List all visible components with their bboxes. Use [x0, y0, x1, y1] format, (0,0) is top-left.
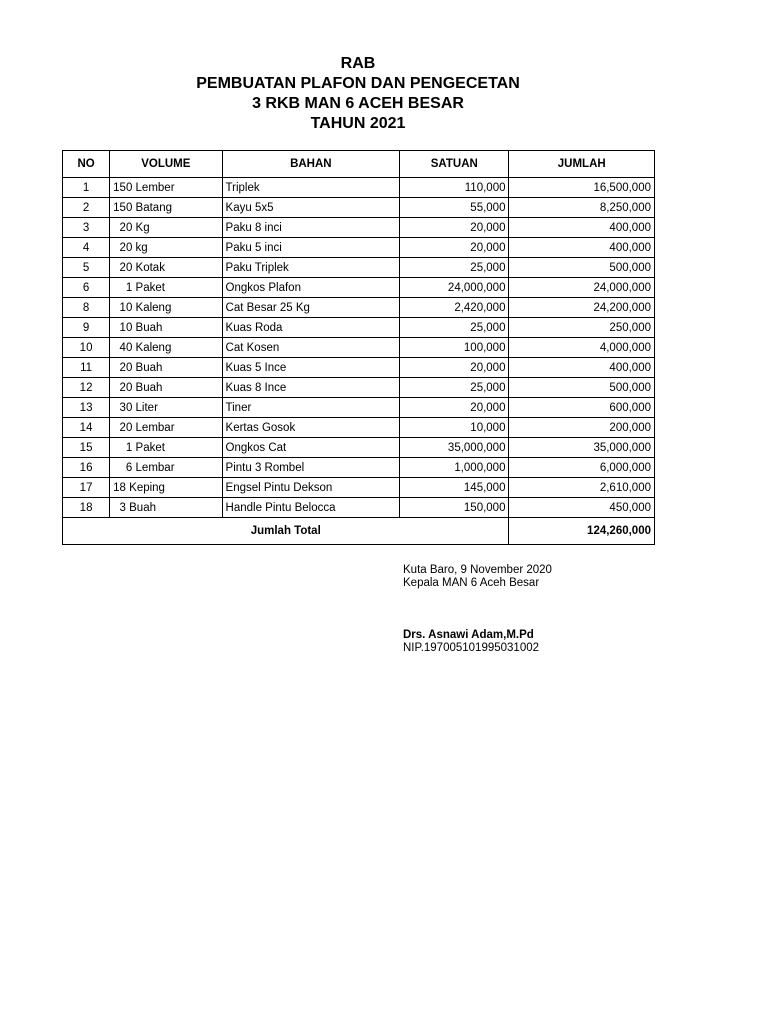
cell-satuan: 25,000: [400, 318, 509, 338]
cell-no: 1: [63, 178, 110, 198]
cell-jumlah: 250,000: [509, 318, 655, 338]
cell-volume: 1 Paket: [110, 438, 222, 458]
cell-satuan: 24,000,000: [400, 278, 509, 298]
title-line-project: PEMBUATAN PLAFON DAN PENGECETAN: [196, 75, 520, 92]
cell-bahan: Ongkos Plafon: [222, 278, 400, 298]
document-title: [0, 54, 716, 134]
cell-satuan: 20,000: [400, 218, 509, 238]
cell-volume: 30 Liter: [110, 398, 222, 418]
table-row: [63, 178, 655, 198]
title-line-location: 3 RKB MAN 6 ACEH BESAR: [252, 95, 464, 112]
table-row: [63, 338, 655, 358]
cell-no: 6: [63, 278, 110, 298]
cell-no: 2: [63, 198, 110, 218]
cell-bahan: Paku 8 inci: [222, 218, 400, 238]
cell-volume: 18 Keping: [110, 478, 222, 498]
cell-volume: 3 Buah: [110, 498, 222, 518]
cell-no: 5: [63, 258, 110, 278]
cell-jumlah: 400,000: [509, 238, 655, 258]
total-label: Jumlah Total: [63, 518, 509, 545]
cell-no: 18: [63, 498, 110, 518]
cell-volume: 20 kg: [110, 238, 222, 258]
cell-jumlah: 4,000,000: [509, 338, 655, 358]
cell-volume: 40 Kaleng: [110, 338, 222, 358]
header-volume: VOLUME: [110, 151, 222, 178]
cell-jumlah: 24,000,000: [509, 278, 655, 298]
signature-nip: NIP.197005101995031002: [403, 642, 540, 654]
cell-satuan: 1,000,000: [400, 458, 509, 478]
cell-bahan: Pintu 3 Rombel: [222, 458, 400, 478]
cell-volume: 10 Kaleng: [110, 298, 222, 318]
table-row: [63, 318, 655, 338]
cell-satuan: 20,000: [400, 398, 509, 418]
table-row: [63, 198, 655, 218]
header-no: NO: [63, 151, 110, 178]
cell-jumlah: 6,000,000: [509, 458, 655, 478]
cell-jumlah: 24,200,000: [509, 298, 655, 318]
cell-satuan: 100,000: [400, 338, 509, 358]
cell-no: 12: [63, 378, 110, 398]
signature-position: Kepala MAN 6 Aceh Besar: [403, 577, 540, 589]
cell-no: 10: [63, 338, 110, 358]
cell-volume: 20 Buah: [110, 358, 222, 378]
cell-jumlah: 16,500,000: [509, 178, 655, 198]
cell-jumlah: 500,000: [509, 258, 655, 278]
cell-jumlah: 2,610,000: [509, 478, 655, 498]
cell-no: 15: [63, 438, 110, 458]
cell-jumlah: 400,000: [509, 358, 655, 378]
header-bahan: BAHAN: [222, 151, 400, 178]
cell-jumlah: 600,000: [509, 398, 655, 418]
title-line-rab: RAB: [340, 55, 376, 72]
cell-volume: 150 Batang: [110, 198, 222, 218]
cell-bahan: Paku 5 inci: [222, 238, 400, 258]
cell-bahan: Kuas 8 Ince: [222, 378, 400, 398]
cell-volume: 20 Kg: [110, 218, 222, 238]
cell-no: 17: [63, 478, 110, 498]
rab-table: [62, 150, 655, 545]
cell-volume: 10 Buah: [110, 318, 222, 338]
cell-bahan: Tiner: [222, 398, 400, 418]
cell-bahan: Handle Pintu Belocca: [222, 498, 400, 518]
cell-bahan: Engsel Pintu Dekson: [222, 478, 400, 498]
title-line-year: TAHUN 2021: [310, 115, 406, 132]
cell-no: 8: [63, 298, 110, 318]
cell-no: 3: [63, 218, 110, 238]
cell-satuan: 150,000: [400, 498, 509, 518]
table-row: [63, 378, 655, 398]
signature-place-date: Kuta Baro, 9 November 2020: [403, 564, 552, 576]
total-value: 124,260,000: [509, 518, 655, 545]
cell-no: 11: [63, 358, 110, 378]
header-satuan: SATUAN: [400, 151, 509, 178]
table-row: [63, 458, 655, 478]
table-row: [63, 358, 655, 378]
cell-satuan: 2,420,000: [400, 298, 509, 318]
cell-volume: 150 Lember: [110, 178, 222, 198]
cell-satuan: 110,000: [400, 178, 509, 198]
cell-no: 9: [63, 318, 110, 338]
total-row: [63, 518, 655, 545]
cell-satuan: 20,000: [400, 238, 509, 258]
cell-no: 13: [63, 398, 110, 418]
cell-bahan: Cat Kosen: [222, 338, 400, 358]
table-header-row: [63, 151, 655, 178]
table-row: [63, 418, 655, 438]
cell-jumlah: 35,000,000: [509, 438, 655, 458]
cell-satuan: 10,000: [400, 418, 509, 438]
table-row: [63, 278, 655, 298]
table-row: [63, 298, 655, 318]
cell-bahan: Triplek: [222, 178, 400, 198]
table-row: [63, 398, 655, 418]
cell-bahan: Kertas Gosok: [222, 418, 400, 438]
cell-satuan: 145,000: [400, 478, 509, 498]
cell-volume: 20 Buah: [110, 378, 222, 398]
cell-bahan: Kayu 5x5: [222, 198, 400, 218]
cell-bahan: Cat Besar 25 Kg: [222, 298, 400, 318]
cell-satuan: 35,000,000: [400, 438, 509, 458]
table-row: [63, 478, 655, 498]
cell-no: 4: [63, 238, 110, 258]
cell-jumlah: 400,000: [509, 218, 655, 238]
cell-satuan: 25,000: [400, 378, 509, 398]
cell-no: 16: [63, 458, 110, 478]
cell-jumlah: 450,000: [509, 498, 655, 518]
cell-volume: 20 Kotak: [110, 258, 222, 278]
header-jumlah: JUMLAH: [509, 151, 655, 178]
cell-jumlah: 500,000: [509, 378, 655, 398]
cell-bahan: Kuas 5 Ince: [222, 358, 400, 378]
cell-volume: 6 Lembar: [110, 458, 222, 478]
signature-name: Drs. Asnawi Adam,M.Pd: [403, 629, 534, 641]
cell-satuan: 20,000: [400, 358, 509, 378]
table-row: [63, 258, 655, 278]
cell-satuan: 55,000: [400, 198, 509, 218]
cell-bahan: Paku Triplek: [222, 258, 400, 278]
cell-volume: 20 Lembar: [110, 418, 222, 438]
table-row: [63, 238, 655, 258]
cell-satuan: 25,000: [400, 258, 509, 278]
cell-bahan: Ongkos Cat: [222, 438, 400, 458]
cell-bahan: Kuas Roda: [222, 318, 400, 338]
cell-volume: 1 Paket: [110, 278, 222, 298]
table-row: [63, 218, 655, 238]
table-row: [63, 498, 655, 518]
cell-jumlah: 200,000: [509, 418, 655, 438]
cell-no: 14: [63, 418, 110, 438]
table-row: [63, 438, 655, 458]
cell-jumlah: 8,250,000: [509, 198, 655, 218]
